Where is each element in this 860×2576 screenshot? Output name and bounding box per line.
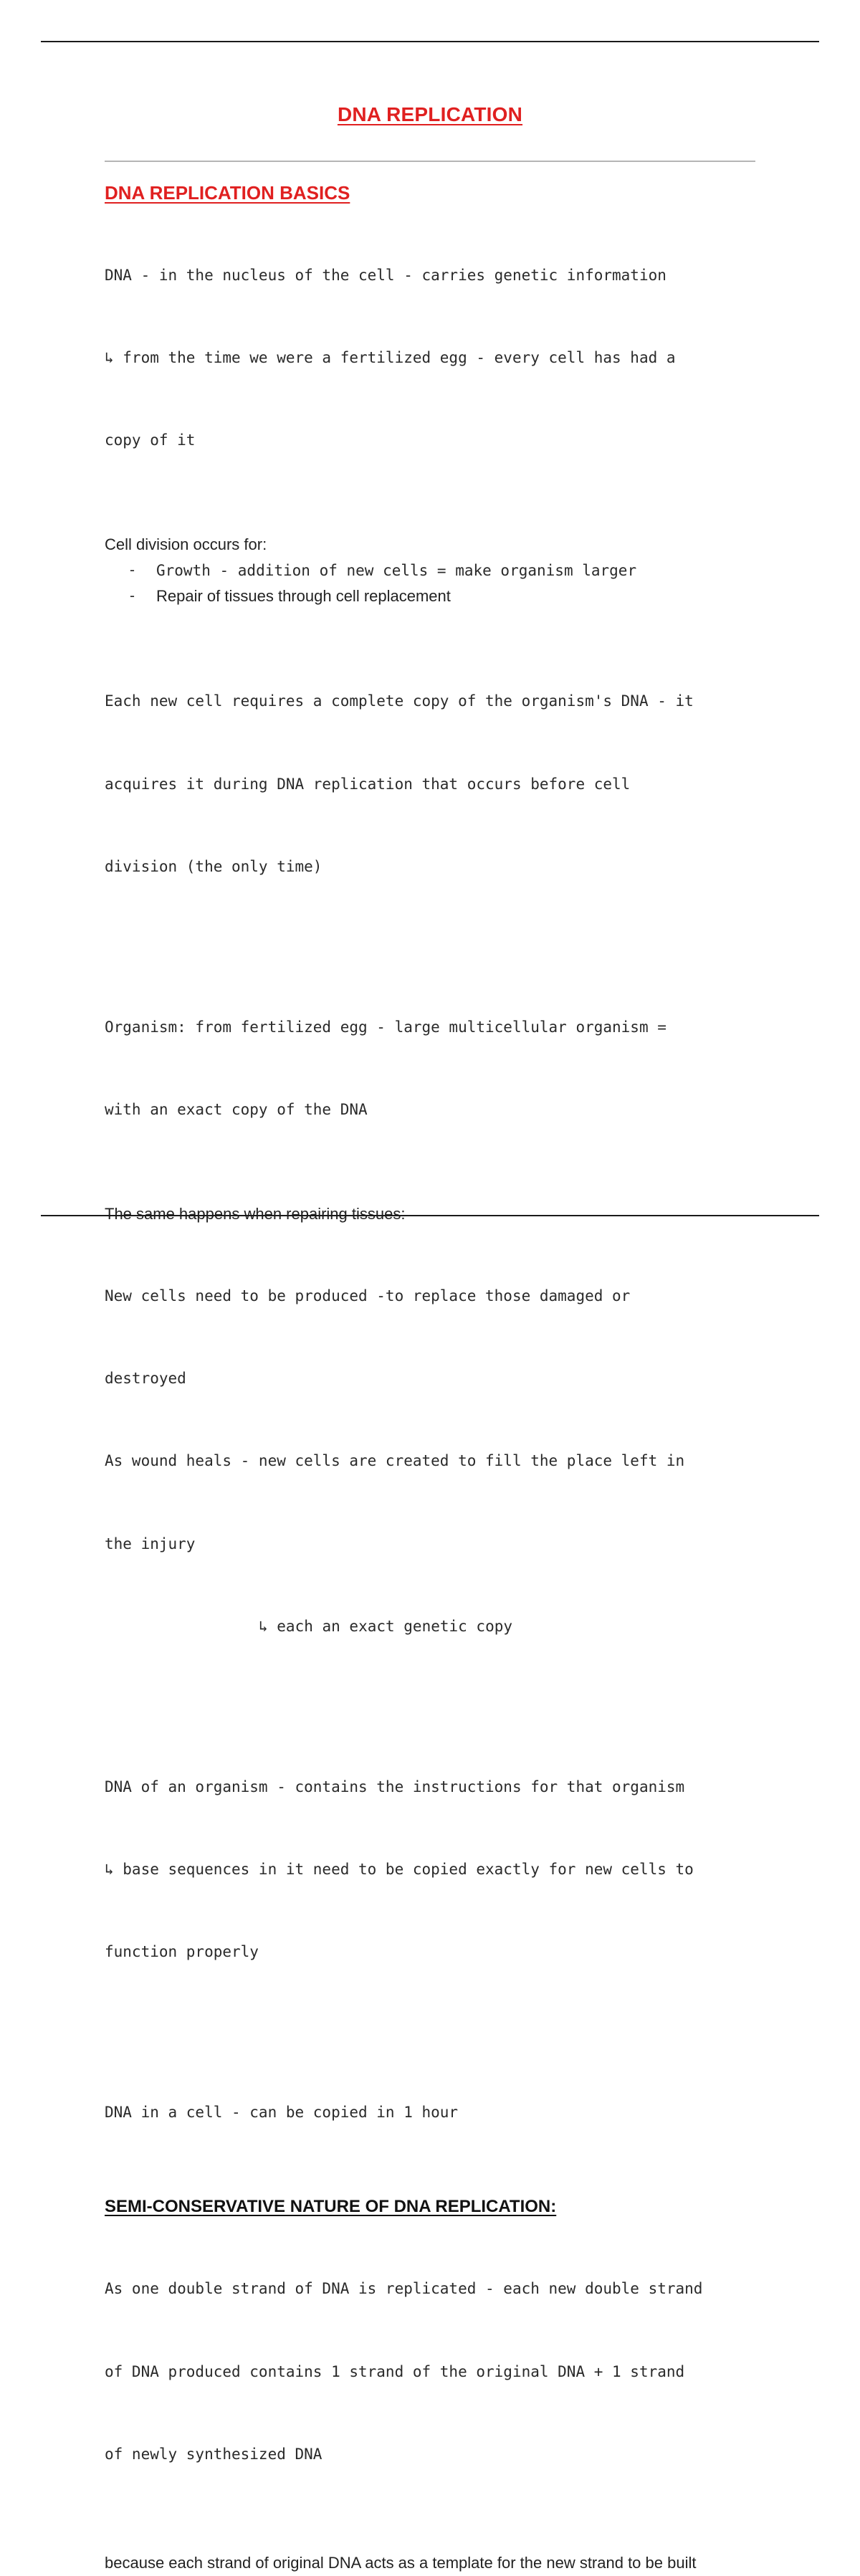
title-divider	[105, 161, 755, 162]
text-line: New cells need to be produced -to replace those damaged or	[105, 1287, 631, 1304]
repair-intro: The same happens when repairing tissues:	[105, 1205, 406, 1223]
bullet-dash: -	[130, 562, 135, 579]
paragraph-new-cell-copy	[105, 632, 764, 935]
text-line: Each new cell requires a complete copy of the organism's DNA - it	[105, 692, 694, 710]
list-item	[105, 583, 764, 609]
text-line: As one double strand of DNA is replicated - each new double strand	[105, 2280, 703, 2298]
cell-division-list	[105, 558, 764, 609]
paragraph-repair	[105, 1227, 764, 1695]
paragraph-dna-carries-info	[105, 206, 764, 509]
text-line: with an exact copy of the DNA	[105, 1100, 368, 1118]
cell-division-intro: Cell division occurs for:	[105, 535, 267, 554]
paragraph-template: because each strand of original DNA acts as a template for the new strand to be built	[105, 2554, 697, 2572]
document-body	[105, 179, 764, 2576]
text-line: of DNA produced contains 1 strand of the original DNA + 1 strand	[105, 2362, 685, 2380]
section-heading-semi-conservative: SEMI-CONSERVATIVE NATURE OF DNA REPLICATION:	[105, 2196, 557, 2216]
text-line: division (the only time)	[105, 857, 322, 875]
text-line: the injury	[105, 1535, 196, 1552]
page-top-rule	[41, 41, 819, 42]
list-item	[105, 558, 764, 583]
text-line: Organism: from fertilized egg - large multicellular organism =	[105, 1018, 666, 1036]
section-heading-basics: DNA REPLICATION BASICS	[105, 182, 350, 204]
list-item-text: Growth - addition of new cells = make organism larger	[156, 562, 637, 580]
page-bottom-rule	[41, 1215, 819, 1216]
page-title: DNA REPLICATION	[337, 103, 523, 125]
text-line: As wound heals - new cells are created to fill the place left in	[105, 1452, 685, 1470]
list-item-text: Repair of tissues through cell replacement	[156, 587, 451, 606]
paragraph-organism	[105, 958, 764, 1178]
text-line-note: ↳ each an exact genetic copy	[259, 1617, 513, 1635]
text-line: DNA in a cell - can be copied in 1 hour	[105, 2104, 459, 2122]
text-line: DNA - in the nucleus of the cell - carries genetic information	[105, 266, 666, 284]
paragraph-copy-time	[105, 2044, 764, 2182]
text-line: copy of it	[105, 431, 196, 449]
paragraph-instructions	[105, 1718, 764, 2021]
bullet-dash: -	[130, 588, 135, 605]
paragraph-semi-conservative	[105, 2220, 764, 2523]
text-line: function properly	[105, 1943, 259, 1961]
text-line: ↳ base sequences in it need to be copied exactly for new cells to	[105, 1861, 694, 1879]
text-line: destroyed	[105, 1370, 186, 1388]
text-line: ↳ from the time we were a fertilized egg - every cell has had a	[105, 349, 676, 367]
text-line: of newly synthesized DNA	[105, 2445, 322, 2463]
text-line: DNA of an organism - contains the instructions for that organism	[105, 1778, 685, 1795]
text-line: acquires it during DNA replication that occurs before cell	[105, 775, 631, 793]
